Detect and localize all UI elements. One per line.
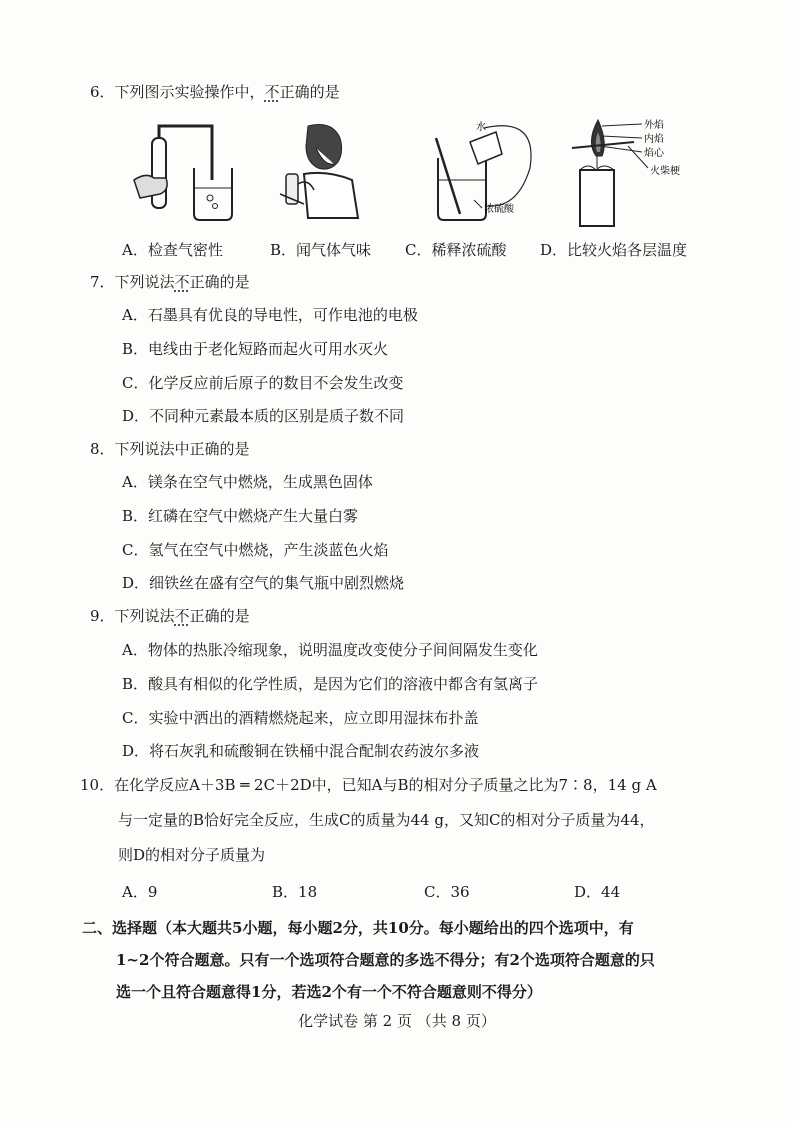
q10-option-a[interactable] [122,882,157,902]
option-key: B． [122,340,149,358]
option-key: C． [122,541,149,559]
q7-option-b[interactable] [122,339,388,359]
option-text: 物体的热胀冷缩现象，说明温度改变使分子间间隔发生变化 [147,641,538,659]
option-key: B． [272,883,299,901]
option-key: B． [122,675,149,693]
option-text: 44 [601,883,621,901]
option-key: A． [122,306,148,324]
option-key: D． [540,241,568,259]
q8-option-c[interactable] [122,540,389,560]
q6-option-a[interactable] [122,240,223,260]
option-text: 化学反应前后原子的数目不会发生改变 [148,374,404,392]
q7-stem-post: 正确的是 [189,273,250,291]
option-key: A． [122,641,148,659]
option-text: 细铁丝在盛有空气的集气瓶中剧烈燃烧 [149,574,405,592]
q10-option-c[interactable] [424,882,470,902]
option-key: A． [122,241,148,259]
option-key: A． [122,883,148,901]
option-text: 红磷在空气中燃烧产生大量白雾 [148,507,359,525]
option-key: D． [574,883,602,901]
option-text: 比较火焰各层温度 [567,241,688,259]
q9-option-a[interactable] [122,640,538,660]
figure-a-airtightness [130,118,240,228]
q6-option-d[interactable] [540,240,687,260]
q9-stem-post: 正确的是 [189,607,250,625]
q10-stem-line3: 则D的相对分子质量为 [118,846,266,864]
label-outer-flame: 外焰 [644,120,664,131]
option-key: A． [122,473,148,491]
q9-option-c[interactable] [122,708,479,728]
q10-option-b[interactable] [272,882,317,902]
q6-stem-post: 正确的是 [279,83,340,101]
q9-stem-emph: 不 [174,607,190,625]
q8-option-d[interactable] [122,573,404,593]
option-key: D． [122,574,150,592]
figure-c-dilute-acid [418,118,548,228]
option-text: 9 [147,883,158,901]
option-text: 实验中洒出的酒精燃烧起来，应立即用湿抹布扑盖 [148,709,479,727]
q9-option-d[interactable] [122,741,479,761]
option-key: B． [122,507,149,525]
q7-stem-pre: 7．下列说法 [90,273,175,291]
option-key: B． [270,241,297,259]
q7-option-a[interactable] [122,305,418,325]
q8-option-b[interactable] [122,506,358,526]
q10-option-d[interactable] [574,882,620,902]
option-text: 电线由于老化短路而起火可用水灭火 [148,340,389,358]
option-text: 石墨具有优良的导电性，可作电池的电极 [147,306,418,324]
q9-option-b[interactable] [122,674,538,694]
q9-stem-pre: 9．下列说法 [90,607,175,625]
figure-b-smell-gas [268,118,368,228]
q6-option-b[interactable] [270,240,371,260]
figure-d-candle-flame [568,112,708,228]
option-text: 稀释浓硫酸 [431,241,507,259]
option-key: D． [122,742,150,760]
q7-stem [90,272,250,292]
q10-stem-line2: 与一定量的B恰好完全反应，生成C的质量为44 g，又知C的相对分子质量为44， [118,811,655,829]
option-text: 氢气在空气中燃烧，产生淡蓝色火焰 [148,541,389,559]
q6-option-c[interactable] [405,240,507,260]
label-flame-core: 焰心 [644,148,664,159]
option-key: C． [122,374,149,392]
q6-stem [90,82,340,102]
section2-instructions-line2: 1~2个符合题意。只有一个选项符合题意的多选不得分；有2个选项符合题意的只 [116,951,655,969]
q7-option-d[interactable] [122,406,404,426]
option-key: C． [405,241,432,259]
label-water: 水 [476,122,486,133]
q9-stem [90,606,250,626]
option-text: 检查气密性 [147,241,223,259]
q8-option-a[interactable] [122,472,373,492]
option-key: C． [424,883,451,901]
q7-option-c[interactable] [122,373,404,393]
option-text: 不同种元素最本质的区别是质子数不同 [149,407,405,425]
q6-stem-emph: 不 [264,83,280,101]
section2-instructions-line1: 二、选择题（本大题共5小题，每小题2分，共10分。每小题给出的四个选项中，有 [82,919,634,937]
option-text: 36 [450,883,470,901]
option-text: 酸具有相似的化学性质，是因为它们的溶液中都含有氢离子 [148,675,539,693]
option-text: 闻气体气味 [296,241,372,259]
q7-stem-emph: 不 [174,273,190,291]
label-acid: 浓硫酸 [484,204,514,215]
option-text: 18 [298,883,318,901]
option-text: 镁条在空气中燃烧，生成黑色固体 [147,473,373,491]
q8-stem: 8．下列说法中正确的是 [90,440,250,458]
label-inner-flame: 内焰 [644,134,664,145]
q10-stem-line1: 10．在化学反应A＋3B ═ 2C＋2D中，已知A与B的相对分子质量之比为7∶8，14 g A [80,776,657,794]
option-key: C． [122,709,149,727]
section2-instructions-line3: 选一个且符合题意得1分，若选2个有一个不符合题意则不得分） [116,983,542,1001]
page-footer: 化学试卷 第 2 页 （共 8 页） [298,1012,496,1030]
q6-stem-pre: 6．下列图示实验操作中， [90,83,265,101]
option-key: D． [122,407,150,425]
option-text: 将石灰乳和硫酸铜在铁桶中混合配制农药波尔多液 [149,742,480,760]
label-match: 火柴梗 [650,166,680,177]
